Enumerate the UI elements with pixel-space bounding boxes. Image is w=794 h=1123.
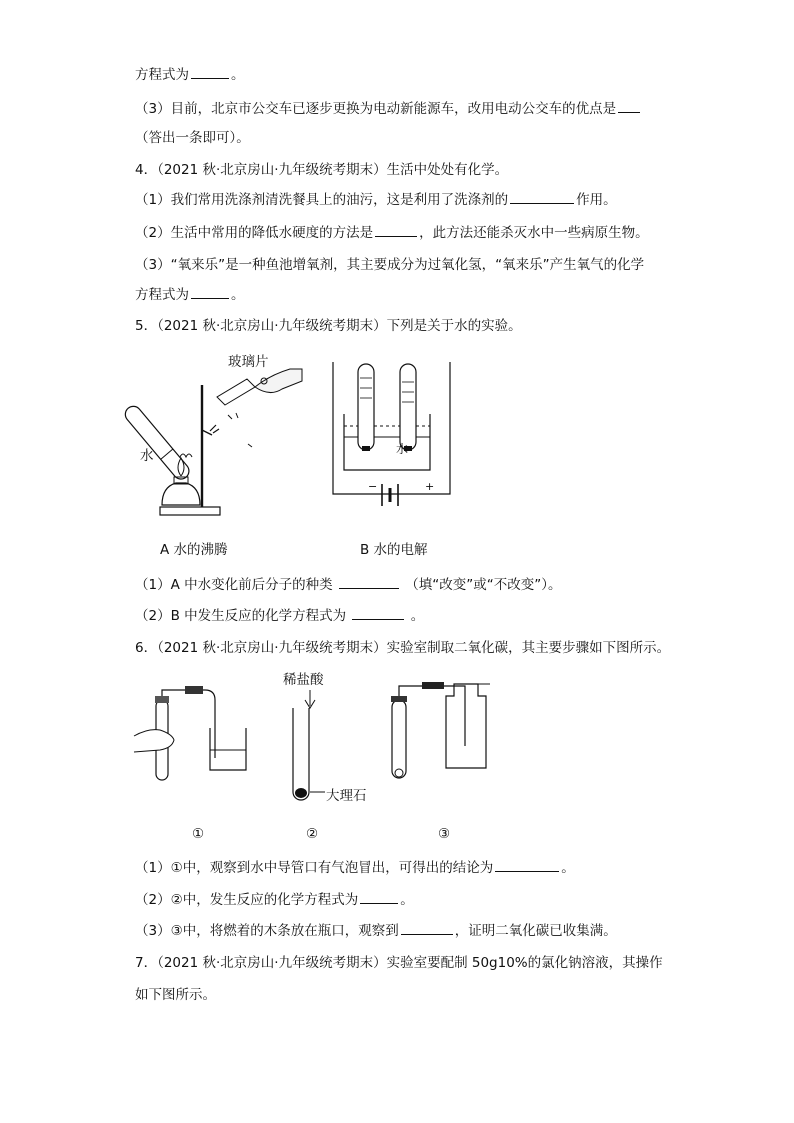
question-7-title: 7．（2021 秋·北京房山·九年级统考期末）实验室要配制 50g10%的氯化钠溶液，其操作 bbox=[135, 955, 663, 971]
line-equation-1: 方程式为 。 bbox=[135, 67, 245, 83]
question-4-1: （1）我们常用洗涤剂清洗餐具上的油污，这是利用了洗涤剂的 作用。 bbox=[135, 192, 617, 208]
figure-b-caption: B 水的电解 bbox=[360, 542, 428, 558]
figure-6-num-1: ① bbox=[192, 826, 205, 842]
figure-a-glass-label: 玻璃片 bbox=[228, 354, 269, 370]
figure-6-marble-label: 大理石 bbox=[326, 788, 367, 804]
answer-blank[interactable] bbox=[352, 607, 404, 620]
figure-a-caption: A 水的沸腾 bbox=[160, 542, 228, 558]
figure-b-water-label: 水 bbox=[396, 442, 409, 456]
question-4-2: （2）生活中常用的降低水硬度的方法是 ，此方法还能杀灭水中一些病原生物。 bbox=[135, 225, 649, 241]
figure-a-water-label: 水 bbox=[140, 448, 154, 464]
question-4-3b: 方程式为 。 bbox=[135, 287, 245, 303]
figure-b-minus: − bbox=[368, 480, 378, 493]
figure-6-acid-label: 稀盐酸 bbox=[283, 672, 324, 688]
answer-blank[interactable] bbox=[510, 191, 574, 204]
figure-6-num-2: ② bbox=[306, 826, 319, 842]
answer-blank[interactable] bbox=[191, 286, 229, 299]
answer-blank[interactable] bbox=[618, 100, 640, 113]
figure-b-plus: + bbox=[425, 480, 435, 493]
line-q3-3-hint: （答出一条即可）。 bbox=[135, 130, 250, 146]
answer-blank[interactable] bbox=[360, 891, 398, 904]
figure-a-boiling bbox=[140, 345, 320, 525]
question-6-2: （2）②中，发生反应的化学方程式为 。 bbox=[135, 892, 414, 908]
figure-6-apparatus bbox=[130, 670, 500, 810]
answer-blank[interactable] bbox=[401, 922, 453, 935]
question-4-title: 4．（2021 秋·北京房山·九年级统考期末）生活中处处有化学。 bbox=[135, 162, 509, 178]
line-q3-3: （3）目前，北京市公交车已逐步更换为电动新能源车，改用电动公交车的优点是 bbox=[135, 99, 642, 119]
question-6-3: （3）③中，将燃着的木条放在瓶口，观察到 ，证明二氧化碳已收集满。 bbox=[135, 923, 617, 939]
answer-blank[interactable] bbox=[191, 66, 229, 79]
question-5-1: （1）A 中水变化前后分子的种类 （填“改变”或“不改变”）。 bbox=[135, 577, 562, 593]
question-7-title-cont: 如下图所示。 bbox=[135, 987, 216, 1003]
question-6-1: （1）①中，观察到水中导管口有气泡冒出，可得出的结论为 。 bbox=[135, 860, 575, 876]
answer-blank[interactable] bbox=[495, 859, 559, 872]
question-4-3: （3）“氧来乐”是一种鱼池增氧剂，其主要成分为过氧化氢，“氧来乐”产生氧气的化学 bbox=[135, 257, 645, 273]
question-6-title: 6．（2021 秋·北京房山·九年级统考期末）实验室制取二氧化碳，其主要步骤如下图所示。 bbox=[135, 640, 671, 656]
answer-blank[interactable] bbox=[339, 576, 399, 589]
answer-blank[interactable] bbox=[375, 224, 417, 237]
figure-b-electrolysis bbox=[330, 362, 455, 497]
figure-6-num-3: ③ bbox=[438, 826, 451, 842]
question-5-2: （2）B 中发生反应的化学方程式为 。 bbox=[135, 608, 425, 624]
question-5-title: 5．（2021 秋·北京房山·九年级统考期末）下列是关于水的实验。 bbox=[135, 318, 522, 334]
